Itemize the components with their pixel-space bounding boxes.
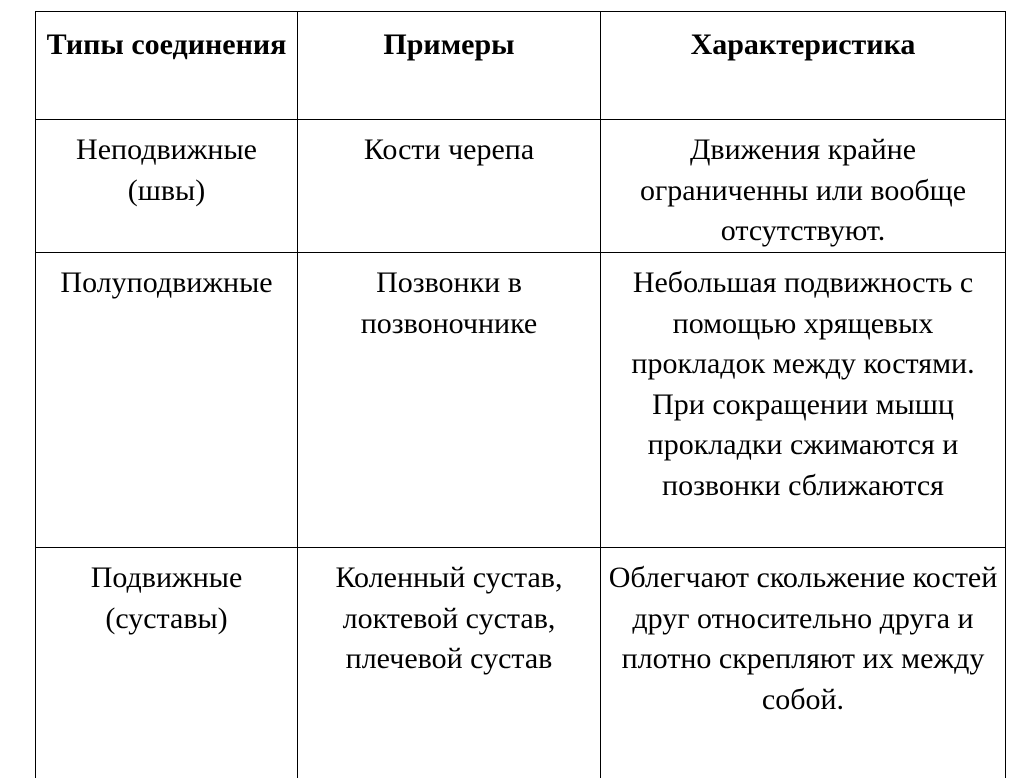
table-row [36, 253, 1006, 548]
cell-characteristic: Движения крайне ограниченны или вообще отсутствуют. [601, 120, 1006, 253]
cell-characteristic: Небольшая подвижность с помощью хрящевых прокладок между костями. При сокращении мышц прокладки сжимаются и позвонки сближаются [601, 253, 1006, 548]
table-row [36, 120, 1006, 253]
cell-joint-type: Полуподвижные [36, 253, 298, 548]
cell-joint-type: Неподвижные (швы) [36, 120, 298, 253]
cell-joint-type: Подвижные (суставы) [36, 548, 298, 778]
table-header-row [36, 12, 1006, 120]
cell-example: Позвонки в позвоночнике [298, 253, 601, 548]
cell-example: Коленный сустав, локтевой сустав, плечевой сустав [298, 548, 601, 778]
header-examples: Примеры [298, 12, 601, 120]
header-joint-type: Типы соединения [36, 12, 298, 120]
cell-characteristic: Облегчают скольжение костей друг относительно друга и плотно скрепляют их между собой. [601, 548, 1006, 778]
header-characteristic: Характеристика [601, 12, 1006, 120]
joint-types-table [35, 11, 1006, 778]
cell-example: Кости черепа [298, 120, 601, 253]
table-row [36, 548, 1006, 778]
